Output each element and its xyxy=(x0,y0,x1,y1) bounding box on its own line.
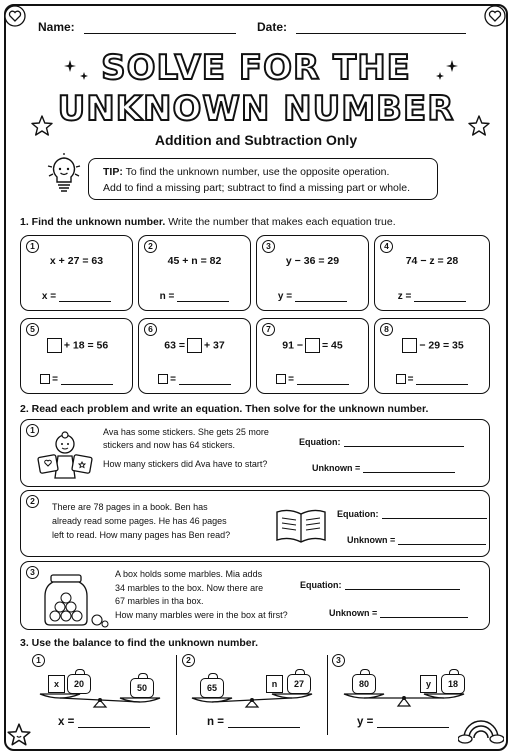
problem-question: How many marbles were in the box at first? xyxy=(115,609,288,620)
weight: 65 xyxy=(200,678,224,698)
subtitle: Addition and Subtraction Only xyxy=(154,132,358,148)
box-symbol xyxy=(276,374,286,384)
problem-number: 5 xyxy=(26,323,39,336)
section-1-heading: 1. Find the unknown number. Write the number that makes each equation true. xyxy=(20,216,396,228)
missing-number-box[interactable] xyxy=(305,338,320,353)
date-line[interactable] xyxy=(296,33,466,34)
equation-text: y − 36 = 29 xyxy=(285,255,340,267)
sparkle-icon xyxy=(432,58,462,84)
equation-text: 45 + n = 82 xyxy=(167,255,222,267)
word-problem-card xyxy=(20,490,490,557)
problem-card: 6 63 = + 37 = xyxy=(138,318,251,394)
section-2-heading: 2. Read each problem and write an equation. Then solve for the unknown number. xyxy=(20,403,429,415)
answer-line[interactable] xyxy=(228,727,300,728)
equation-text: x + 27 = 63 xyxy=(49,255,104,267)
problem-text: already read some pages. He has 46 pages xyxy=(52,516,227,526)
balance-answer: y = xyxy=(357,716,449,728)
heart-icon xyxy=(4,5,26,27)
box-symbol xyxy=(396,374,406,384)
tip-line-2: Add to find a missing part; subtract to find a missing part or whole. xyxy=(103,182,410,194)
lightbulb-icon xyxy=(44,152,84,198)
section-3-heading: 3. Use the balance to find the unknown number. xyxy=(20,637,259,649)
unknown-block: x xyxy=(48,675,65,693)
answer-line[interactable] xyxy=(414,301,466,302)
name-field[interactable] xyxy=(38,20,236,34)
balance-scale xyxy=(340,692,470,708)
weight: 80 xyxy=(352,674,376,694)
problem-text: A box holds some marbles. Mia adds xyxy=(115,569,263,579)
divider xyxy=(176,655,177,735)
problem-card: 8 − 29 = 35 = xyxy=(374,318,490,394)
problem-text: 67 marbles in tha box. xyxy=(115,596,204,606)
problem-card: 7 91 − = 45 = xyxy=(256,318,369,394)
name-label: Name: xyxy=(38,20,75,34)
answer-line[interactable] xyxy=(59,301,111,302)
problem-number: 2 xyxy=(182,654,195,667)
answer-line[interactable] xyxy=(61,384,113,385)
equation-line[interactable] xyxy=(344,446,464,447)
missing-number-box[interactable] xyxy=(47,338,62,353)
tip-line-1: To find the unknown number, use the opposite operation. xyxy=(125,166,390,178)
unknown-label: Unknown = xyxy=(347,535,396,545)
smiling-star-icon xyxy=(6,722,32,748)
equation-label: Equation: xyxy=(299,437,341,447)
answer-line[interactable] xyxy=(295,301,347,302)
problem-number: 3 xyxy=(332,654,345,667)
missing-number-box[interactable] xyxy=(187,338,202,353)
problem-text: Ava has some stickers. She gets 25 more xyxy=(103,427,269,437)
section-1-instruction: Write the number that makes each equation true. xyxy=(168,216,396,228)
word-problem-card xyxy=(20,561,490,630)
equation-line[interactable] xyxy=(382,518,487,519)
title-line-2: UNKNOWN NUMBER xyxy=(57,89,455,129)
answer-line[interactable] xyxy=(179,384,231,385)
problem-card: 5 + 18 = 56 = xyxy=(20,318,133,394)
equation-label: Equation: xyxy=(300,580,342,590)
tip-label: TIP: xyxy=(103,166,123,178)
problem-card: 2 45 + n = 82 n = xyxy=(138,235,251,311)
answer-line[interactable] xyxy=(377,727,449,728)
problem-card: 3 y − 36 = 29 y = xyxy=(256,235,369,311)
equation-line[interactable] xyxy=(345,589,460,590)
unknown-line[interactable] xyxy=(380,617,468,618)
girl-with-stickers-icon xyxy=(33,430,97,482)
problem-number: 3 xyxy=(262,240,275,253)
answer-line[interactable] xyxy=(177,301,229,302)
balance-answer: n = xyxy=(207,716,300,728)
problem-text: There are 78 pages in a book. Ben has xyxy=(52,502,208,512)
unknown-block: y xyxy=(420,675,437,693)
answer-line[interactable] xyxy=(297,384,349,385)
word-problem-card xyxy=(20,419,490,487)
problem-number: 4 xyxy=(380,240,393,253)
box-symbol xyxy=(158,374,168,384)
problem-number: 1 xyxy=(32,654,45,667)
missing-number-box[interactable] xyxy=(402,338,417,353)
weight: 50 xyxy=(130,678,154,698)
unknown-label: Unknown = xyxy=(329,608,378,618)
problem-number: 8 xyxy=(380,323,393,336)
date-label: Date: xyxy=(257,20,288,34)
date-field[interactable] xyxy=(257,20,466,34)
problem-number: 6 xyxy=(144,323,157,336)
equation-label: Equation: xyxy=(337,509,379,519)
book-icon xyxy=(273,506,329,546)
problem-text: 34 marbles to the box. Now there are xyxy=(115,582,264,593)
problem-number: 1 xyxy=(26,240,39,253)
problem-number: 1 xyxy=(26,424,39,437)
problem-question: How many stickers did Ava have to start? xyxy=(103,459,268,469)
answer-line[interactable] xyxy=(416,384,468,385)
problem-card: 1 x + 27 = 63 x = xyxy=(20,235,133,311)
problem-question: left to read. How many pages has Ben read? xyxy=(52,530,231,540)
balance-answer: x = xyxy=(58,716,150,728)
weight: 20 xyxy=(67,674,91,694)
box-symbol xyxy=(40,374,50,384)
tip-box xyxy=(88,158,438,200)
title-line-1: SOLVE FOR THE xyxy=(101,48,411,88)
problem-number: 3 xyxy=(26,566,39,579)
unknown-block: n xyxy=(266,675,283,693)
problem-card: 4 74 − z = 28 z = xyxy=(374,235,490,311)
rainbow-icon xyxy=(458,708,504,744)
name-line[interactable] xyxy=(84,33,236,34)
problem-number: 2 xyxy=(26,495,39,508)
sparkle-icon xyxy=(62,58,92,84)
problem-text: stickers and now has 64 stickers. xyxy=(103,440,236,450)
problem-number: 7 xyxy=(262,323,275,336)
marble-jar-icon xyxy=(41,572,109,628)
weight: 18 xyxy=(441,674,465,694)
equation-text: 74 − z = 28 xyxy=(405,255,459,267)
unknown-line[interactable] xyxy=(363,472,455,473)
answer-line[interactable] xyxy=(78,727,150,728)
unknown-label: Unknown = xyxy=(312,463,361,473)
divider xyxy=(327,655,328,735)
weight: 27 xyxy=(287,674,311,694)
problem-number: 2 xyxy=(144,240,157,253)
unknown-line[interactable] xyxy=(398,544,486,545)
heart-icon xyxy=(484,5,506,27)
